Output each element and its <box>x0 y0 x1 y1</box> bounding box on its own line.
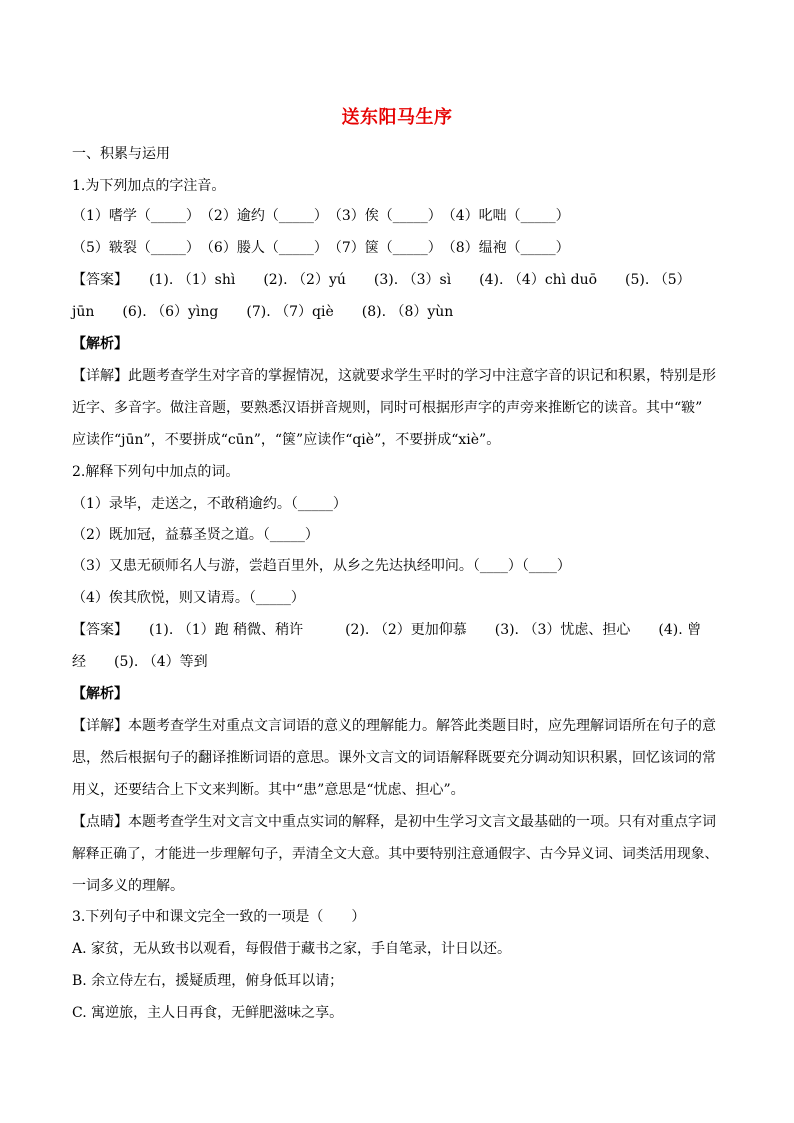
answer-1-line-1: 【答案】 (1). （1）shì (2). （2）yú (3). （3）sì (4). （4）chì duō (5). （5） <box>72 272 691 288</box>
question-3-option-a: A. 家贫，无从致书以观看，每假借于藏书之家，手自笔录，计日以还。 <box>72 941 512 957</box>
question-2-item-3: （3）又患无硕师名人与游，尝趋百里外，从乡之先达执经叩问。（____）（____） <box>72 558 571 574</box>
key-point-line-3: 一词多义的理解。 <box>72 878 184 894</box>
analysis-label-2: 【解析】 <box>72 686 128 702</box>
detail-1-line-2: 近字、多音字。做注音题，要熟悉汉语拼音规则，同时可根据形声字的声旁来推断它的读音。其中“皲” <box>72 400 703 416</box>
question-3-option-b: B. 余立侍左右，援疑质理，俯身低耳以请； <box>72 973 344 989</box>
question-1-items-row-2: （5）皲裂（_____） （6）媵人（_____） （7）箧（_____） （8）缊袍（_____） <box>72 240 570 256</box>
answer-2-line-1: 【答案】 (1). （1）跑 稍微、稍许 (2). （2）更加仰慕 (3). （3）忧虑、担心 (4). 曾 <box>72 622 702 638</box>
analysis-label-1: 【解析】 <box>72 336 128 352</box>
detail-2-line-1: 【详解】本题考查学生对重点文言词语的意义的理解能力。解答此类题目时，应先理解词语所在句子的意 <box>72 718 716 734</box>
question-2-item-1: （1）录毕，走送之，不敢稍逾约。（_____） <box>72 496 347 512</box>
question-2-prompt: 2.解释下列句中加点的词。 <box>72 464 240 480</box>
question-1-items-row-1: （1）嗜学（_____） （2）逾约（_____） （3）俟（_____） （4）叱咄（_____） <box>72 208 570 224</box>
answer-2-line-2: 经 (5). （4）等到 <box>72 654 208 670</box>
question-1-prompt: 1.为下列加点的字注音。 <box>72 178 226 194</box>
detail-2-line-2: 思，然后根据句子的翻译推断词语的意思。课外文言文的词语解释既要充分调动知识积累，回忆该词的常 <box>72 750 716 766</box>
question-2-item-4: （4）俟其欣悦，则又请焉。（_____） <box>72 590 305 606</box>
question-3-option-c: C. 寓逆旅，主人日再食，无鲜肥滋味之享。 <box>72 1005 344 1021</box>
question-2-item-2: （2）既加冠，益慕圣贤之道。（_____） <box>72 527 319 543</box>
document-title: 送东阳马生序 <box>341 107 453 128</box>
detail-1-line-1: 【详解】此题考查学生对字音的掌握情况，这就要求学生平时的学习中注意字音的识记和积累，特别是形 <box>72 368 716 384</box>
detail-2-line-3: 用义，还要结合上下文来判断。其中“患”意思是“忧虑、担心”。 <box>72 782 465 798</box>
detail-1-line-3: 应读作“jūn”，不要拼成“cūn”，“箧”应读作“qiè”，不要拼成“xiè”。 <box>72 432 501 448</box>
section-heading: 一、积累与运用 <box>72 146 170 162</box>
key-point-line-2: 解释正确了，才能进一步理解句子，弄清全文大意。其中要特别注意通假字、古今异义词、词类活用现象、 <box>72 846 719 862</box>
question-3-prompt: 3.下列句子中和课文完全一致的一项是（ ） <box>72 909 366 925</box>
key-point-line-1: 【点睛】本题考查学生对文言文中重点实词的解释，是初中生学习文言文最基础的一项。只有对重点字词 <box>72 814 716 830</box>
answer-1-line-2: jūn (6). （6）yìng (7). （7）qiè (8). （8）yùn <box>72 304 454 320</box>
